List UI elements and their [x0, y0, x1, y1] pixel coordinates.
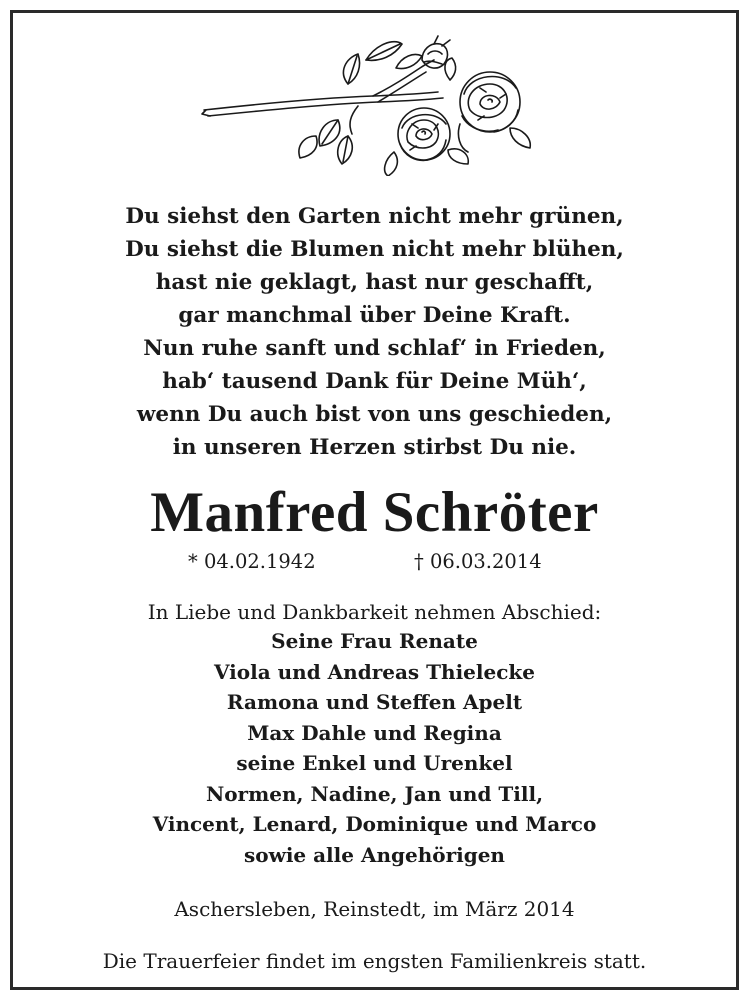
- poem-line: Nun ruhe sanft und schlaf‘ in Frieden,: [143, 336, 606, 361]
- mourner-line: Normen, Nadine, Jan und Till,: [205, 781, 544, 806]
- poem-line: in unseren Herzen stirbst Du nie.: [172, 435, 577, 460]
- deceased-name: Manfred Schröter: [150, 481, 599, 544]
- poem-line: gar manchmal über Deine Kraft.: [178, 303, 571, 328]
- mourners-list: [0, 626, 749, 870]
- mourner-line: seine Enkel und Urenkel: [236, 751, 513, 775]
- poem-line: Du siehst den Garten nicht mehr grünen,: [125, 204, 624, 229]
- poem-line: hast nie geklagt, hast nur geschafft,: [155, 270, 594, 295]
- mourner-line: Vincent, Lenard, Dominique und Marco: [152, 812, 597, 836]
- mourner-line: Max Dahle und Regina: [247, 720, 502, 745]
- mourner-line: sowie alle Angehörigen: [244, 842, 505, 867]
- poem-line: hab‘ tausend Dank für Deine Müh‘,: [162, 369, 587, 394]
- funeral-note: Die Trauerfeier findet im engsten Familienkreis statt.: [102, 949, 647, 973]
- mourner-line: Ramona und Steffen Apelt: [226, 690, 523, 714]
- death-date: † 06.03.2014: [414, 550, 542, 573]
- mourner-line: Seine Frau Renate: [271, 629, 478, 653]
- poem: [0, 200, 749, 464]
- poem-line: wenn Du auch bist von uns geschieden,: [136, 402, 613, 427]
- farewell-intro: In Liebe und Dankbarkeit nehmen Abschied:: [147, 600, 602, 624]
- roses-illustration-icon: [198, 24, 540, 176]
- place-and-date: Aschersleben, Reinstedt, im März 2014: [174, 897, 575, 921]
- mourner-line: Viola und Andreas Thielecke: [214, 659, 535, 684]
- poem-line: Du siehst die Blumen nicht mehr blühen,: [125, 237, 624, 262]
- birth-date: * 04.02.1942: [188, 550, 316, 573]
